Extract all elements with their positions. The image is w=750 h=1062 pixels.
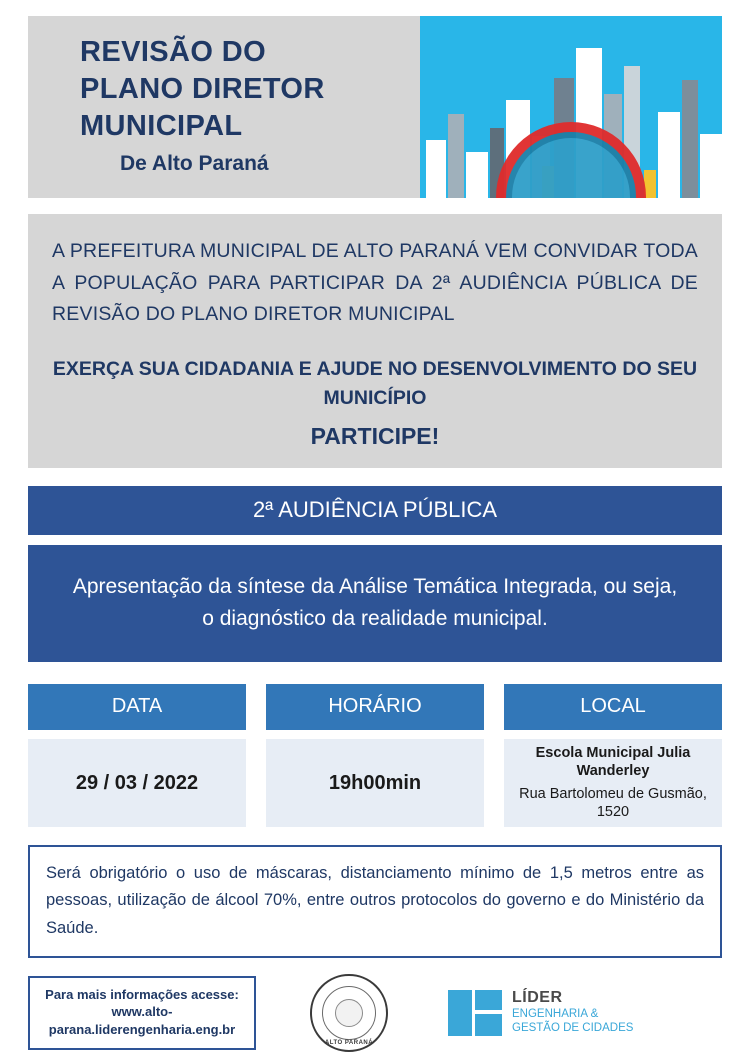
lider-mark-icon	[448, 990, 502, 1036]
intro-block	[28, 214, 722, 468]
more-info-url[interactable]: www.alto-parana.liderengenharia.eng.br	[48, 1004, 236, 1037]
event-address-value: Rua Bartolomeu de Gusmão, 1520	[519, 785, 707, 821]
info-column-time-body	[266, 739, 484, 827]
health-protocol-notice: Será obrigatório o uso de máscaras, distanciamento mínimo de 1,5 metros entre as pessoas, utilização de álcool 70%, entre outros protocolos do governo e do Ministério da Saúde.	[28, 845, 722, 958]
skyline-art	[420, 16, 722, 198]
audience-banner	[28, 486, 722, 662]
lider-name: LÍDER	[512, 989, 563, 1007]
city-seal-icon	[310, 974, 388, 1052]
intro-cta-text: EXERÇA SUA CIDADANIA E AJUDE NO DESENVOLVIMENTO DO SEU MUNICÍPIO	[52, 357, 698, 409]
lider-sub-2: GESTÃO DE CIDADES	[512, 1022, 634, 1035]
city-seal-label: ALTO PARANÁ	[324, 1039, 374, 1046]
lider-sub-1: ENGENHARIA &	[512, 1007, 599, 1020]
header-text-block	[28, 16, 420, 198]
info-column-location	[504, 684, 722, 827]
event-time-value: 19h00min	[328, 771, 422, 794]
info-column-date-body	[28, 739, 246, 827]
city-skyline-icon	[420, 16, 722, 198]
poster-header	[28, 16, 722, 198]
page-title-line-2: PLANO DIRETOR	[80, 73, 325, 106]
page-title-line-3: MUNICIPAL	[80, 110, 243, 143]
page-subtitle: De Alto Paraná	[120, 152, 269, 176]
lider-logo-text	[512, 990, 633, 1036]
page-title-line-1: REVISÃO DO	[80, 36, 267, 68]
info-column-date	[28, 684, 246, 827]
audience-banner-body: Apresentação da síntese da Análise Temática Integrada, ou seja, o diagnóstico da realidade municipal.	[28, 545, 722, 662]
event-date-value: 29 / 03 / 2022	[75, 771, 199, 794]
intro-body-text: A PREFEITURA MUNICIPAL DE ALTO PARANÁ VEM CONVIDAR TODA A POPULAÇÃO PARA PARTICIPAR DA 2ª AUDIÊNCIA PÚBLICA DE REVISÃO DO PLANO DIRETOR MUNICIPAL	[52, 240, 698, 326]
info-column-time	[266, 684, 484, 827]
info-column-time-header: HORÁRIO	[266, 684, 484, 730]
header-divider	[28, 198, 722, 214]
event-info-columns	[28, 684, 722, 827]
event-venue-value: Escola Municipal Julia Wanderley	[535, 745, 691, 780]
city-seal-core	[335, 999, 363, 1027]
audience-banner-title: 2ª AUDIÊNCIA PÚBLICA	[28, 486, 722, 535]
lider-logo	[448, 990, 633, 1036]
info-column-date-header: DATA	[28, 684, 246, 730]
poster-footer	[28, 974, 722, 1052]
info-column-location-header: LOCAL	[504, 684, 722, 730]
more-info-title: Para mais informações acesse:	[45, 986, 239, 1002]
more-info-box	[28, 976, 256, 1051]
info-column-location-body	[504, 739, 722, 827]
intro-participe-text: PARTICIPE!	[310, 423, 440, 450]
city-seal-inner-ring	[322, 986, 376, 1040]
